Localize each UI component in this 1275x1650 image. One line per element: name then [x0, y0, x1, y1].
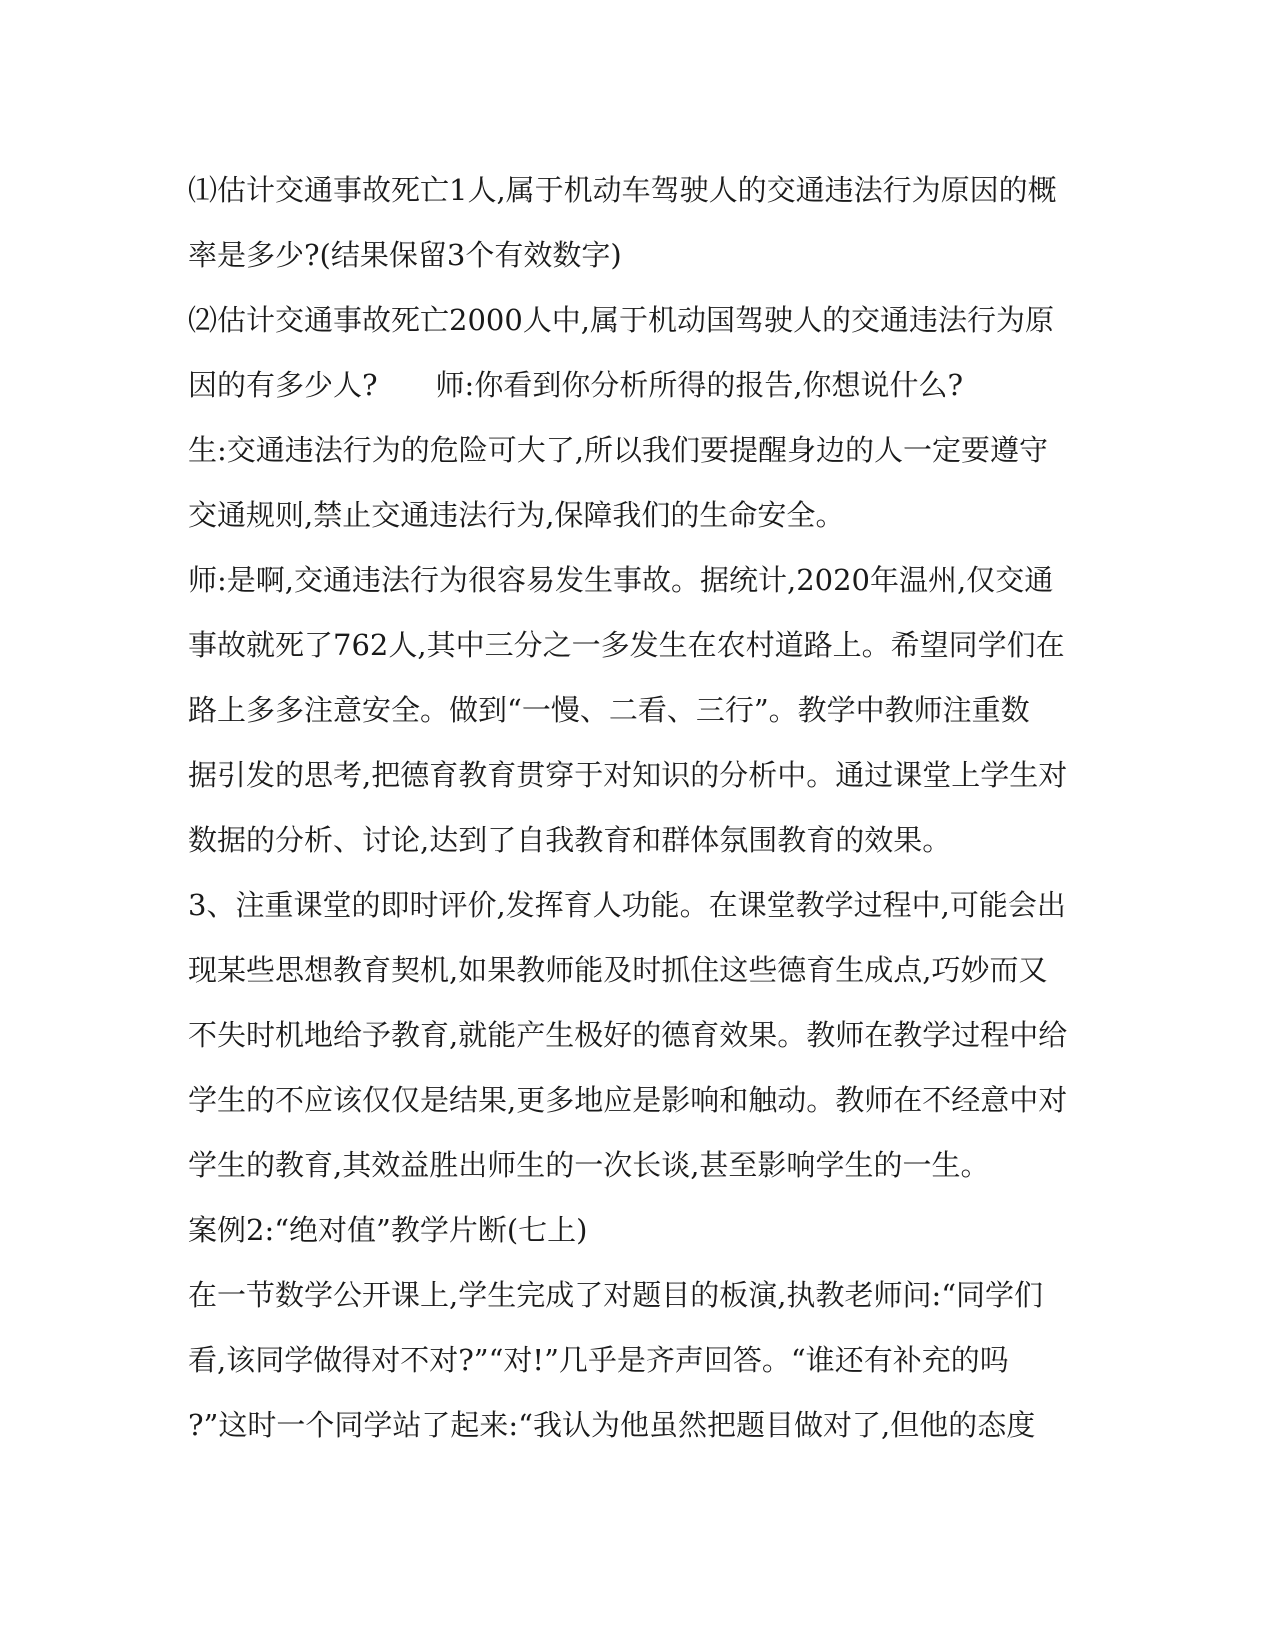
text-line-1: ⑴估计交通事故死亡1人,属于机动车驾驶人的交通违法行为原因的概 — [188, 173, 1057, 207]
document-body — [188, 166, 1088, 1466]
text-line-11: 数据的分析、讨论,达到了自我教育和群体氛围教育的效果。 — [188, 823, 952, 857]
text-line-12: 3、注重课堂的即时评价,发挥育人功能。在课堂教学过程中,可能会出 — [188, 888, 1066, 922]
text-line-4: 因的有多少人? 师:你看到你分析所得的报告,你想说什么? — [188, 368, 964, 402]
text-line-13: 现某些思想教育契机,如果教师能及时抓住这些德育生成点,巧妙而又 — [188, 953, 1048, 987]
text-line-3: ⑵估计交通事故死亡2000人中,属于机动国驾驶人的交通违法行为原 — [188, 303, 1055, 337]
text-line-19: 看,该同学做得对不对?”“对!”几乎是齐声回答。“谁还有补充的吗 — [188, 1343, 1009, 1377]
text-line-20: ?”这时一个同学站了起来:“我认为他虽然把题目做对了,但他的态度 — [188, 1408, 1036, 1442]
text-line-17: 案例2:“绝对值”教学片断(七上) — [188, 1213, 588, 1247]
text-line-5: 生:交通违法行为的危险可大了,所以我们要提醒身边的人一定要遵守 — [188, 433, 1048, 467]
text-line-6: 交通规则,禁止交通违法行为,保障我们的生命安全。 — [188, 498, 845, 532]
text-line-14: 不失时机地给予教育,就能产生极好的德育效果。教师在教学过程中给 — [188, 1018, 1068, 1052]
text-line-15: 学生的不应该仅仅是结果,更多地应是影响和触动。教师在不经意中对 — [188, 1083, 1068, 1117]
text-line-8: 事故就死了762人,其中三分之一多发生在农村道路上。希望同学们在 — [188, 628, 1065, 662]
text-line-2: 率是多少?(结果保留3个有效数字) — [188, 238, 622, 272]
text-line-10: 据引发的思考,把德育教育贯穿于对知识的分析中。通过课堂上学生对 — [188, 758, 1068, 792]
text-line-18: 在一节数学公开课上,学生完成了对题目的板演,执教老师问:“同学们 — [188, 1278, 1044, 1312]
text-line-9: 路上多多注意安全。做到“一慢、二看、三行”。教学中教师注重数 — [188, 693, 1030, 727]
text-line-16: 学生的教育,其效益胜出师生的一次长谈,甚至影响学生的一生。 — [188, 1148, 990, 1182]
text-line-7: 师:是啊,交通违法行为很容易发生事故。据统计,2020年温州,仅交通 — [188, 563, 1054, 597]
